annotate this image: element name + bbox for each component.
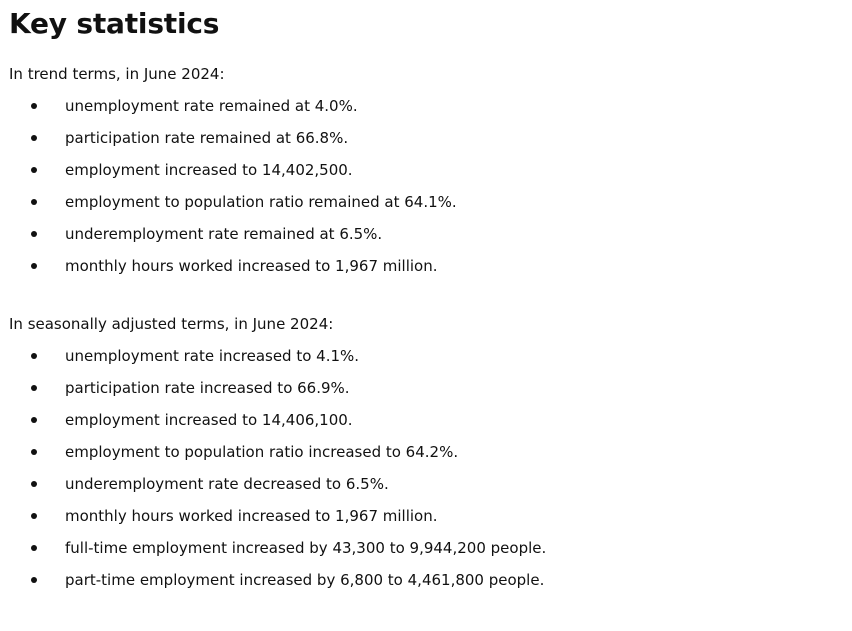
bullet-icon bbox=[31, 167, 37, 173]
stat-text: employment to population ratio remained at 64.1%. bbox=[65, 193, 457, 211]
list-item bbox=[9, 474, 852, 506]
stat-text: participation rate remained at 66.8%. bbox=[65, 129, 349, 147]
trend-intro: In trend terms, in June 2024: bbox=[9, 65, 225, 83]
list-item bbox=[9, 224, 852, 256]
stat-text: employment increased to 14,402,500. bbox=[65, 161, 353, 179]
bullet-icon bbox=[31, 577, 37, 583]
seasonal-intro: In seasonally adjusted terms, in June 2024: bbox=[9, 315, 334, 333]
list-item bbox=[9, 160, 852, 192]
bullet-icon bbox=[31, 263, 37, 269]
seasonal-stats-list bbox=[9, 346, 852, 602]
stat-text: underemployment rate remained at 6.5%. bbox=[65, 225, 383, 243]
stat-text: unemployment rate remained at 4.0%. bbox=[65, 97, 358, 115]
stat-text: unemployment rate increased to 4.1%. bbox=[65, 347, 360, 365]
stat-text: participation rate increased to 66.9%. bbox=[65, 379, 350, 397]
page-title: Key statistics bbox=[9, 7, 220, 40]
list-item bbox=[9, 570, 852, 602]
list-item bbox=[9, 442, 852, 474]
stat-text: monthly hours worked increased to 1,967 million. bbox=[65, 507, 438, 525]
stat-text: full-time employment increased by 43,300 to 9,944,200 people. bbox=[65, 539, 547, 557]
stat-text: part-time employment increased by 6,800 to 4,461,800 people. bbox=[65, 571, 545, 589]
bullet-icon bbox=[31, 513, 37, 519]
bullet-icon bbox=[31, 449, 37, 455]
bullet-icon bbox=[31, 103, 37, 109]
bullet-icon bbox=[31, 135, 37, 141]
trend-stats-list bbox=[9, 96, 852, 288]
stat-text: employment increased to 14,406,100. bbox=[65, 411, 353, 429]
bullet-icon bbox=[31, 385, 37, 391]
bullet-icon bbox=[31, 545, 37, 551]
bullet-icon bbox=[31, 417, 37, 423]
stat-text: employment to population ratio increased to 64.2%. bbox=[65, 443, 459, 461]
stat-text: underemployment rate decreased to 6.5%. bbox=[65, 475, 389, 493]
list-item bbox=[9, 256, 852, 288]
list-item bbox=[9, 378, 852, 410]
list-item bbox=[9, 96, 852, 128]
bullet-icon bbox=[31, 353, 37, 359]
list-item bbox=[9, 410, 852, 442]
bullet-icon bbox=[31, 481, 37, 487]
list-item bbox=[9, 128, 852, 160]
list-item bbox=[9, 506, 852, 538]
bullet-icon bbox=[31, 199, 37, 205]
bullet-icon bbox=[31, 231, 37, 237]
list-item bbox=[9, 346, 852, 378]
stat-text: monthly hours worked increased to 1,967 million. bbox=[65, 257, 438, 275]
list-item bbox=[9, 538, 852, 570]
list-item bbox=[9, 192, 852, 224]
